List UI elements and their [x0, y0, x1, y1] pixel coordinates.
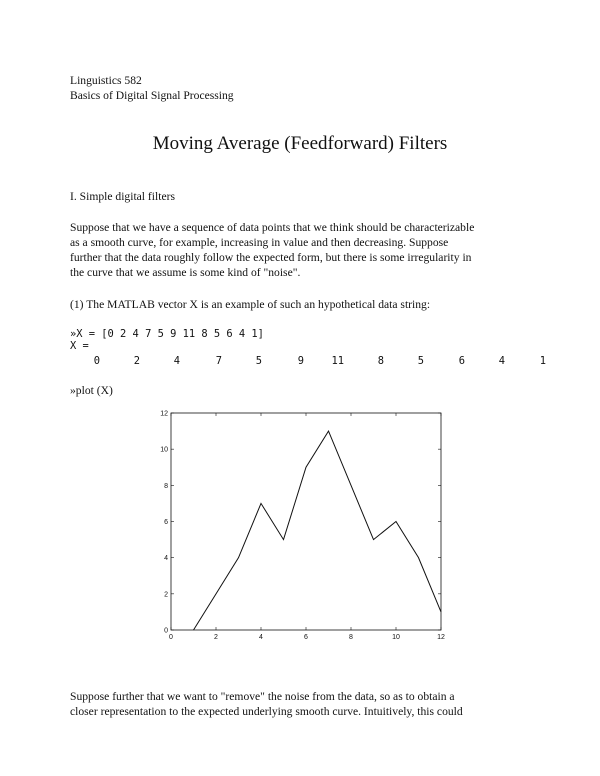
y-tick-label: 10 [160, 446, 168, 454]
vector-values [70, 355, 590, 369]
vector-value: 4 [173, 355, 180, 367]
vector-value: 4 [498, 355, 505, 367]
vector-value: 11 [331, 355, 344, 367]
vector-value: 6 [458, 355, 465, 367]
y-tick-label: 8 [164, 482, 168, 490]
vector-value: 7 [215, 355, 222, 367]
example-intro: (1) The MATLAB vector X is an example of such an hypothetical data string: [70, 298, 431, 311]
paragraph-line: Suppose that we have a sequence of data points that we think should be characterizable [70, 221, 475, 234]
vector-value: 5 [417, 355, 424, 367]
vector-value: 8 [377, 355, 384, 367]
paragraph-line: Suppose further that we want to "remove" the noise from the data, so as to obtain a [70, 690, 455, 703]
code-line: »X = [0 2 4 7 5 9 11 8 5 6 4 1] [70, 328, 264, 340]
paragraph-line: further that the data roughly follow the expected form, but there is some irregularity in [70, 251, 472, 264]
y-tick-label: 0 [164, 627, 168, 635]
y-tick-label: 12 [160, 410, 168, 418]
x-tick-label: 0 [169, 634, 173, 641]
x-tick-label: 12 [437, 634, 445, 641]
code-line: X = [70, 340, 89, 352]
course-subtitle: Basics of Digital Signal Processing [70, 89, 234, 102]
section-heading: I. Simple digital filters [70, 190, 175, 203]
vector-value: 2 [133, 355, 140, 367]
vector-value: 0 [93, 355, 100, 367]
x-tick-label: 4 [259, 634, 263, 641]
x-tick-label: 10 [392, 634, 400, 641]
vector-value: 1 [539, 355, 546, 367]
y-tick-label: 4 [164, 555, 168, 563]
line-chart [150, 405, 450, 645]
y-tick-label: 6 [164, 519, 168, 526]
page-title: Moving Average (Feedforward) Filters [152, 133, 448, 154]
paragraph-line: closer representation to the expected underlying smooth curve. Intuitively, this could [70, 705, 463, 718]
paragraph-line: the curve that we assume is some kind of "noise". [70, 266, 301, 279]
x-tick-label: 2 [214, 634, 218, 641]
vector-value: 9 [297, 355, 304, 367]
plot-command: »plot (X) [70, 384, 113, 397]
course-label: Linguistics 582 [70, 74, 142, 87]
paragraph-line: as a smooth curve, for example, increasing in value and then decreasing. Suppose [70, 236, 449, 249]
series-line [194, 431, 442, 630]
x-tick-label: 8 [349, 634, 353, 641]
vector-value: 5 [255, 355, 262, 367]
y-tick-label: 2 [164, 591, 168, 599]
x-tick-label: 6 [304, 634, 308, 641]
plot-frame [171, 413, 441, 630]
